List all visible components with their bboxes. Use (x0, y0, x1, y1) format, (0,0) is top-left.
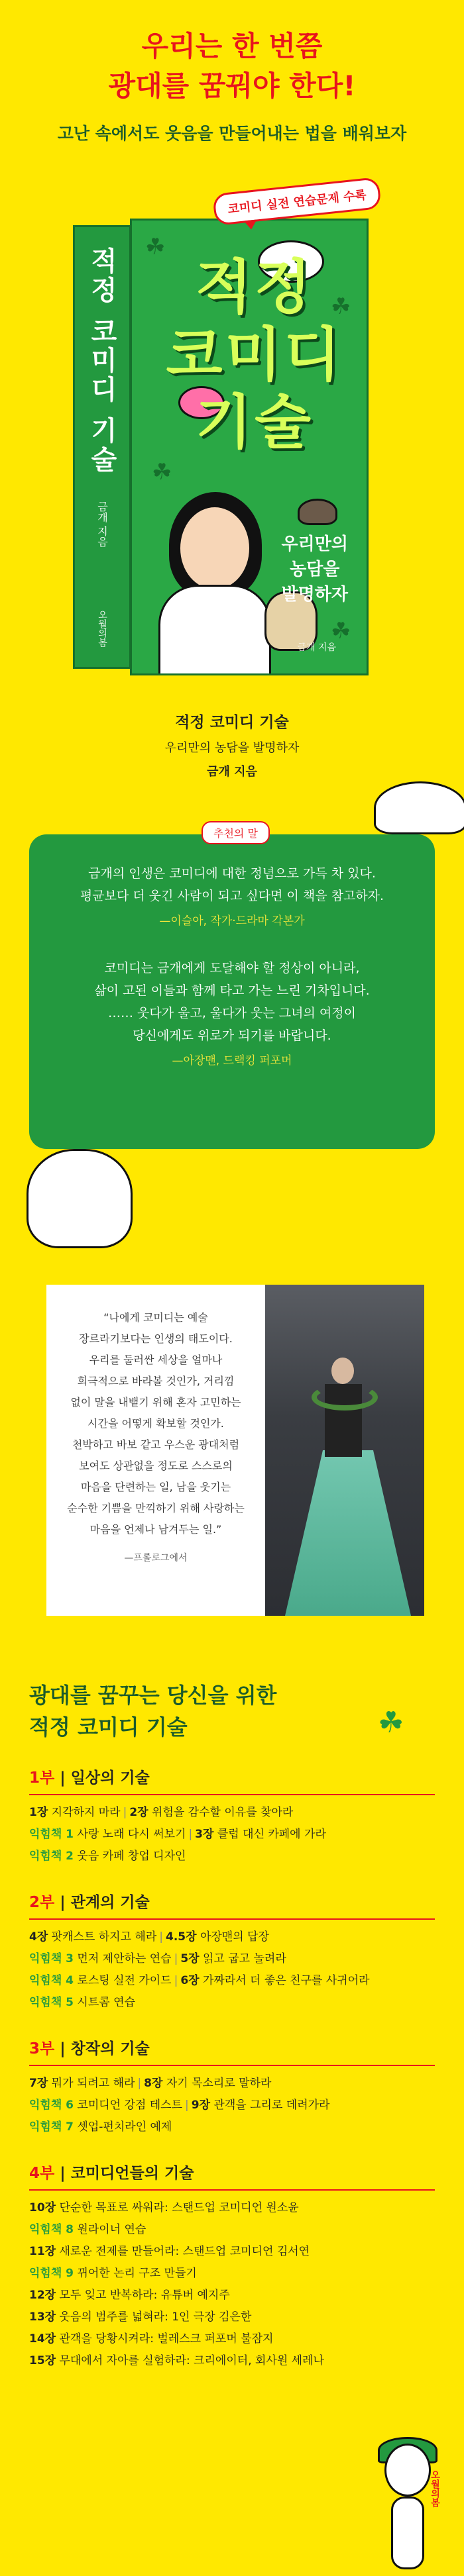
chapter-number: 11장 (29, 2245, 56, 2258)
chapter-number: 12장 (29, 2289, 56, 2302)
quote-line: 코미디는 금개에게 도달해야 할 정상이 아니라, (104, 961, 360, 975)
chapter-number: 1장 (29, 1806, 48, 1819)
entry-title: 뭐가 되려고 해라 (48, 2077, 135, 2090)
separator: | (174, 1974, 178, 1987)
prologue-line: 시간을 어떻게 확보할 것인가. (87, 1417, 224, 1430)
chapter-number: 9장 (191, 2099, 211, 2112)
recommendation-quote-2 (48, 957, 416, 1047)
entry-title: 무대에서 자아를 실험하라: 크리에이터, 회사원 세레나 (56, 2354, 324, 2367)
practice-label: 익힘책 2 (29, 1850, 74, 1863)
toc-entry (29, 2073, 464, 2095)
prologue-section (0, 1285, 464, 1675)
headline-line-2: 광대를 꿈꿔야 한다! (108, 70, 356, 102)
spine-title: 적정 코미디 기술 (86, 247, 117, 475)
cover-author: 금개 지음 (297, 642, 336, 653)
toc-entry (29, 2350, 464, 2372)
subheadline: 고난 속에서도 웃음을 만들어내는 법을 배워보자 (57, 124, 407, 143)
entry-title: 원라이너 연습 (74, 2223, 146, 2236)
prologue-line: “나에게 코미디는 예술 (103, 1311, 208, 1324)
book-spine (73, 225, 131, 669)
entry-title: 시트콤 연습 (74, 1996, 135, 2009)
entry-title: 관객을 그리로 데려가라 (210, 2099, 330, 2112)
prologue-line: 마음을 언제나 남겨두는 일.” (89, 1523, 222, 1536)
spine-author: 금개 지음 (95, 501, 109, 547)
book-title: 적정 코미디 기술 (175, 714, 289, 731)
dog-illustration (27, 1149, 133, 1248)
quote-line: 삶이 고된 이들과 함께 타고 가는 느린 기차입니다. (94, 983, 370, 998)
prologue-quote (60, 1307, 252, 1540)
prologue-line: 마음을 단련하는 일, 남을 웃기는 (80, 1481, 231, 1493)
book-subtitle: 우리만의 농담을 발명하자 (164, 741, 300, 755)
part-title: 1부 | 일상의 기술 (29, 1769, 150, 1787)
separator: | (123, 1806, 127, 1819)
practice-label: 익힘책 5 (29, 1996, 74, 2009)
prologue-line: 보여도 상관없을 정도로 스스로의 (79, 1460, 233, 1472)
chapter-number: 4장 (29, 1930, 48, 1944)
entry-title: 먼저 제안하는 연습 (74, 1952, 172, 1965)
entry-title: 로스팅 실전 가이드 (74, 1974, 172, 1987)
prologue-source: —프롤로그에서 (124, 1553, 188, 1563)
recommendation-section (0, 821, 464, 1285)
quote-line: 당신에게도 위로가 되기를 바랍니다. (133, 1028, 331, 1043)
practice-label: 익힘책 4 (29, 1974, 74, 1987)
quote-line: …… 웃다가 울고, 울다가 웃는 그녀의 여정이 (108, 1006, 356, 1020)
toc-heading-line-1: 광대를 꿈꾸는 당신을 위한 (29, 1683, 277, 1708)
part-divider (29, 1794, 435, 1795)
part-number: 2부 (29, 1894, 55, 1911)
toc-parts (29, 1765, 464, 2372)
quote-line: 평균보다 더 웃긴 사람이 되고 싶다면 이 책을 참고하자. (80, 889, 384, 903)
entry-title: 지각하지 마라 (48, 1806, 121, 1819)
book-info (0, 710, 464, 779)
recommendation-credit-1: —이슬아, 작가·드라마 각본가 (159, 915, 305, 928)
part-divider (29, 1918, 435, 1920)
entry-title: 위험을 감수할 이유를 찾아라 (148, 1806, 294, 1819)
clover-icon: ☘ (331, 618, 351, 644)
toc-entry (29, 2197, 464, 2219)
entry-title: 셋업-펀치라인 예제 (74, 2120, 172, 2134)
cover-subtitle (282, 532, 348, 607)
part-title: 2부 | 관계의 기술 (29, 1894, 150, 1911)
practice-label: 익힘책 9 (29, 2267, 74, 2280)
part-number: 1부 (29, 1769, 55, 1787)
separator: | (159, 1930, 164, 1944)
woman-body-illustration (158, 585, 271, 675)
performer-photo (265, 1285, 424, 1616)
toc-entry (29, 2328, 464, 2350)
entry-title: 모두 잊고 반복하라: 유튜버 예지주 (56, 2289, 230, 2302)
prologue-line: 희극적으로 바라볼 것인가, 거리낌 (77, 1375, 235, 1387)
prologue-line: 우리를 둘러싼 세상을 얼마나 (89, 1354, 223, 1366)
recommendation-box (29, 834, 435, 1149)
toc-part (29, 2036, 464, 2138)
chapter-number: 10장 (29, 2201, 56, 2214)
entry-title: 관객을 당황시켜라: 벌레스크 퍼포머 불잠지 (56, 2332, 274, 2346)
cover-sub-line-2: 농담을 (290, 560, 340, 579)
toc-part (29, 2161, 464, 2372)
cover-title-line-2: 코미디 (166, 321, 343, 389)
headline-line-1: 우리는 한 번쯤 (141, 30, 323, 62)
table-of-contents (0, 1675, 464, 2507)
entry-title: 아장맨의 답장 (196, 1930, 269, 1944)
practice-label: 익힘책 1 (29, 1828, 74, 1841)
practice-label: 익힘책 3 (29, 1952, 74, 1965)
toc-entry (29, 2306, 464, 2328)
prologue-quote-card (46, 1285, 265, 1616)
quote-line: 금개의 인생은 코미디에 대한 정념으로 가득 차 있다. (88, 866, 376, 881)
entry-title: 팟캐스트 하지고 해라 (48, 1930, 157, 1944)
prologue-line: 장르라기보다는 인생의 태도이다. (79, 1332, 233, 1345)
part-title: 4부 | 코미디언들의 기술 (29, 2165, 194, 2182)
prologue-line: 없이 말을 내뱉기 위해 혼자 고민하는 (70, 1396, 241, 1409)
entry-title: 웃음 카페 창업 디자인 (74, 1850, 186, 1863)
cover-sub-line-1: 우리만의 (281, 534, 348, 554)
entry-title: 새로운 전제를 만들어라: 스탠드업 코미디언 김서연 (56, 2245, 310, 2258)
recommendation-tag: 추천의 말 (202, 821, 270, 844)
chapter-number: 7장 (29, 2077, 48, 2090)
toc-entry (29, 2219, 464, 2241)
toc-entry (29, 1948, 464, 1970)
clover-icon: ☘ (378, 1706, 404, 1740)
practice-label: 익힘책 7 (29, 2120, 74, 2134)
clover-icon: ☘ (331, 293, 351, 320)
entry-title: 단순한 목표로 싸워라: 스탠드업 코미디언 원소윤 (56, 2201, 299, 2214)
publisher-mark: 오월의봄 (430, 2470, 440, 2507)
recommendation-credit-2: —아장맨, 드랙킹 퍼포머 (172, 1054, 292, 1067)
chapter-number: 5장 (180, 1952, 200, 1965)
book-mockup (73, 219, 365, 675)
chapter-number: 2장 (129, 1806, 148, 1819)
part-name: 일상의 기술 (70, 1769, 150, 1787)
cover-title-line-3: 기술 (195, 388, 314, 456)
part-name: 관계의 기술 (70, 1894, 150, 1911)
hero-section (0, 0, 464, 821)
toc-heading-line-2: 적정 코미디 기술 (29, 1714, 188, 1740)
chapter-number: 13장 (29, 2310, 56, 2324)
toc-entry (29, 1802, 464, 1824)
part-number: 4부 (29, 2165, 55, 2182)
man-illustration (378, 2444, 440, 2576)
part-title: 3부 | 창작의 기술 (29, 2040, 150, 2057)
toc-entry (29, 1846, 464, 1867)
cover-title (158, 254, 351, 456)
clover-icon: ☘ (145, 234, 166, 260)
toc-entry (29, 2263, 464, 2285)
chapter-number: 4.5장 (166, 1930, 197, 1944)
entry-title: 웃음의 범주를 넓혀라: 1인 극장 김은한 (56, 2310, 252, 2324)
cover-sub-line-3: 발명하자 (281, 585, 348, 605)
toc-entry (29, 2285, 464, 2306)
entry-title: 읽고 굽고 놀려라 (199, 1952, 286, 1965)
part-divider (29, 2189, 435, 2191)
separator: | (174, 1952, 178, 1965)
toc-entry (29, 1824, 464, 1846)
woman-face-illustration (178, 505, 251, 591)
separator: | (137, 2077, 142, 2090)
clover-icon: ☘ (152, 459, 172, 485)
practice-label: 익힘책 8 (29, 2223, 74, 2236)
entry-title: 뀌어한 논리 구조 만들기 (74, 2267, 197, 2280)
part-name: 창작의 기술 (70, 2040, 150, 2057)
toc-part (29, 1765, 464, 1867)
toc-entry (29, 2095, 464, 2116)
part-name: 코미디언들의 기술 (70, 2165, 194, 2182)
hedgehog-illustration (298, 499, 337, 525)
prologue-line: 순수한 기쁨을 만끽하기 위해 사랑하는 (67, 1502, 245, 1514)
spine-publisher: 오월의봄 (97, 610, 107, 647)
entry-title: 코미디언 강점 테스트 (74, 2099, 183, 2112)
entry-title: 가짜라서 더 좋은 친구를 사귀어라 (199, 1974, 370, 1987)
chapter-number: 8장 (144, 2077, 163, 2090)
separator: | (185, 2099, 189, 2112)
practice-label: 익힘책 6 (29, 2099, 74, 2112)
entry-title: 사랑 노래 다시 써보기 (74, 1828, 186, 1841)
book-cover (130, 219, 369, 675)
cat-illustration (374, 781, 464, 834)
practice-badge: 코미디 실전 연습문제 수록 (212, 177, 382, 226)
toc-entry (29, 1970, 464, 1992)
chapter-number: 14장 (29, 2332, 56, 2346)
part-divider (29, 2065, 435, 2066)
entry-title: 자기 목소리로 말하라 (162, 2077, 272, 2090)
cover-title-line-1: 적정 (195, 253, 314, 321)
toc-entry (29, 1992, 464, 2014)
separator: | (188, 1828, 193, 1841)
toc-entry (29, 2241, 464, 2263)
recommendation-quote-1 (48, 862, 416, 907)
entry-title: 클럽 대신 카페에 가라 (213, 1828, 326, 1841)
toc-entry (29, 1926, 464, 1948)
prologue-line: 천박하고 바보 같고 우스운 광대처럼 (72, 1438, 240, 1451)
chapter-number: 6장 (180, 1974, 200, 1987)
toc-part (29, 1890, 464, 2014)
toc-entry (29, 2116, 464, 2138)
part-number: 3부 (29, 2040, 55, 2057)
chapter-number: 15장 (29, 2354, 56, 2367)
chapter-number: 3장 (195, 1828, 214, 1841)
book-author: 금개 지음 (207, 765, 257, 779)
